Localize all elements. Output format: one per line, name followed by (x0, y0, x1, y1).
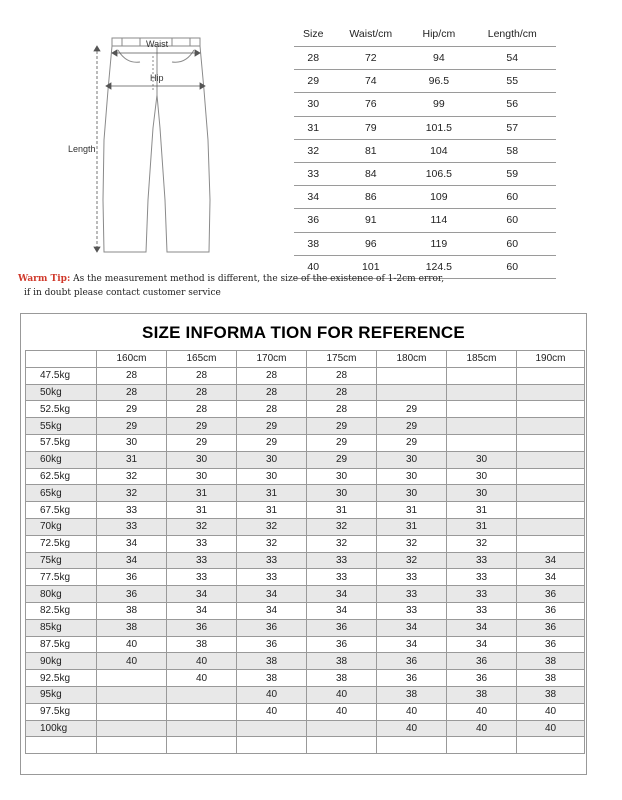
size-chart-cell: 104 (409, 139, 468, 162)
size-cell: 36 (307, 636, 377, 653)
size-cell: 30 (97, 434, 167, 451)
size-cell: 34 (237, 602, 307, 619)
size-cell: 33 (307, 569, 377, 586)
trousers-measurement-diagram (0, 0, 290, 270)
size-cell (517, 468, 585, 485)
size-cell (517, 737, 585, 754)
reference-row (26, 686, 585, 703)
size-cell: 40 (167, 670, 237, 687)
size-chart-cell: 57 (469, 116, 556, 139)
size-cell: 33 (167, 569, 237, 586)
size-cell (517, 384, 585, 401)
size-cell (377, 384, 447, 401)
size-cell (97, 703, 167, 720)
size-cell (517, 485, 585, 502)
size-chart-cell: 33 (294, 162, 332, 185)
reference-corner-cell (26, 351, 97, 368)
size-chart-cell: 59 (469, 162, 556, 185)
size-cell: 33 (97, 502, 167, 519)
size-chart-cell: 34 (294, 186, 332, 209)
reference-row (26, 384, 585, 401)
size-cell: 31 (447, 518, 517, 535)
trousers-icon (103, 38, 210, 252)
size-cell: 36 (167, 619, 237, 636)
size-cell: 29 (167, 418, 237, 435)
size-cell: 32 (237, 535, 307, 552)
size-cell: 38 (307, 670, 377, 687)
reference-row (26, 485, 585, 502)
weight-cell: 95kg (26, 686, 97, 703)
size-cell: 33 (447, 552, 517, 569)
weight-cell: 50kg (26, 384, 97, 401)
size-cell: 33 (377, 569, 447, 586)
weight-cell: 55kg (26, 418, 97, 435)
weight-cell: 92.5kg (26, 670, 97, 687)
size-cell: 34 (97, 552, 167, 569)
size-cell: 31 (97, 451, 167, 468)
weight-cell: 65kg (26, 485, 97, 502)
weight-cell: 82.5kg (26, 602, 97, 619)
reference-row (26, 602, 585, 619)
size-cell: 36 (517, 602, 585, 619)
weight-cell: 97.5kg (26, 703, 97, 720)
size-chart-cell: 60 (469, 255, 556, 278)
size-cell: 33 (447, 586, 517, 603)
size-chart-cell: 101.5 (409, 116, 468, 139)
size-cell: 34 (517, 552, 585, 569)
height-header-cell: 175cm (307, 351, 377, 368)
size-cell: 34 (377, 636, 447, 653)
size-cell: 28 (97, 384, 167, 401)
size-cell: 38 (167, 636, 237, 653)
size-cell: 38 (517, 670, 585, 687)
size-cell: 38 (237, 653, 307, 670)
size-cell: 28 (237, 401, 307, 418)
size-cell: 29 (167, 434, 237, 451)
size-cell: 29 (97, 401, 167, 418)
size-chart-cell: 91 (332, 209, 409, 232)
size-chart-cell: 106.5 (409, 162, 468, 185)
length-label: Length (68, 144, 96, 154)
size-chart-cell: 54 (469, 47, 556, 70)
size-cell: 31 (237, 502, 307, 519)
size-cell: 30 (167, 468, 237, 485)
size-cell: 29 (97, 418, 167, 435)
size-chart-header-cell: Length/cm (487, 28, 537, 40)
size-cell (517, 502, 585, 519)
size-cell: 30 (307, 468, 377, 485)
reference-row (26, 418, 585, 435)
size-cell: 34 (167, 586, 237, 603)
size-cell: 40 (237, 703, 307, 720)
reference-body (26, 367, 585, 753)
size-cell: 36 (517, 586, 585, 603)
weight-cell: 62.5kg (26, 468, 97, 485)
size-cell: 36 (447, 653, 517, 670)
size-chart-cell: 94 (409, 47, 468, 70)
size-cell: 28 (307, 384, 377, 401)
weight-cell: 70kg (26, 518, 97, 535)
weight-cell: 77.5kg (26, 569, 97, 586)
size-chart-cell: 56 (469, 93, 556, 116)
size-chart-cell: 31 (294, 116, 332, 139)
size-cell: 34 (307, 586, 377, 603)
size-chart-cell: 96 (332, 232, 409, 255)
reference-row (26, 502, 585, 519)
size-cell: 36 (447, 670, 517, 687)
size-cell: 33 (447, 602, 517, 619)
size-cell (447, 737, 517, 754)
size-cell: 30 (307, 485, 377, 502)
size-cell (307, 720, 377, 737)
size-chart-row (294, 209, 556, 232)
size-cell: 36 (97, 569, 167, 586)
reference-row (26, 703, 585, 720)
size-cell: 32 (307, 535, 377, 552)
size-cell (167, 720, 237, 737)
warm-tip (18, 272, 618, 300)
size-chart-cell: 84 (332, 162, 409, 185)
size-chart-header-cell: Size (303, 28, 324, 40)
size-cell: 30 (377, 451, 447, 468)
size-chart-header (294, 22, 556, 47)
size-cell: 38 (447, 686, 517, 703)
size-cell: 40 (447, 720, 517, 737)
size-chart-cell: 124.5 (409, 255, 468, 278)
size-cell: 36 (97, 586, 167, 603)
height-header-cell: 160cm (97, 351, 167, 368)
size-cell: 29 (237, 434, 307, 451)
size-chart-cell: 28 (294, 47, 332, 70)
hip-label: Hip (150, 73, 164, 83)
size-reference-panel (20, 313, 587, 775)
size-cell: 28 (307, 401, 377, 418)
size-cell: 38 (237, 670, 307, 687)
size-cell: 32 (447, 535, 517, 552)
reference-row (26, 518, 585, 535)
size-cell (447, 418, 517, 435)
warm-tip-line-1: As the measurement method is different, the size of the existence of 1-2cm error, (70, 274, 445, 284)
size-cell: 31 (447, 502, 517, 519)
size-cell: 32 (377, 535, 447, 552)
size-cell: 36 (237, 636, 307, 653)
size-cell: 34 (377, 619, 447, 636)
size-cell: 30 (447, 468, 517, 485)
size-cell (517, 434, 585, 451)
size-cell: 38 (97, 602, 167, 619)
size-chart-row (294, 232, 556, 255)
size-chart-cell: 32 (294, 139, 332, 162)
size-cell: 31 (307, 502, 377, 519)
size-cell: 40 (377, 703, 447, 720)
size-cell: 36 (237, 619, 307, 636)
size-cell: 34 (447, 636, 517, 653)
size-chart-cell: 30 (294, 93, 332, 116)
size-cell: 31 (377, 518, 447, 535)
height-header-cell: 185cm (447, 351, 517, 368)
size-chart-row (294, 70, 556, 93)
size-cell: 38 (517, 653, 585, 670)
weight-cell: 85kg (26, 619, 97, 636)
size-cell: 40 (307, 703, 377, 720)
reference-row (26, 586, 585, 603)
size-cell: 40 (167, 653, 237, 670)
size-cell: 38 (517, 686, 585, 703)
size-chart-header-cell: Hip/cm (422, 28, 456, 40)
warm-tip-label: Warm Tip: (18, 274, 71, 284)
size-cell: 29 (307, 418, 377, 435)
size-cell: 34 (447, 619, 517, 636)
reference-row (26, 636, 585, 653)
size-cell (447, 384, 517, 401)
size-chart-cell: 38 (294, 232, 332, 255)
size-cell (517, 451, 585, 468)
size-cell: 30 (447, 485, 517, 502)
size-chart-cell: 72 (332, 47, 409, 70)
size-chart-cell: 79 (332, 116, 409, 139)
size-chart-row (294, 47, 556, 70)
height-header-cell: 190cm (517, 351, 585, 368)
weight-cell: 60kg (26, 451, 97, 468)
size-chart-cell: 55 (469, 70, 556, 93)
size-cell: 31 (167, 485, 237, 502)
size-cell: 34 (517, 569, 585, 586)
size-cell: 33 (167, 552, 237, 569)
size-chart-cell: 60 (469, 232, 556, 255)
size-chart-row (294, 162, 556, 185)
size-cell: 28 (307, 367, 377, 384)
size-cell: 33 (377, 586, 447, 603)
size-cell (517, 418, 585, 435)
size-cell: 40 (447, 703, 517, 720)
size-chart-row (294, 116, 556, 139)
size-cell: 30 (447, 451, 517, 468)
size-cell (517, 401, 585, 418)
reference-row (26, 468, 585, 485)
size-cell: 29 (307, 434, 377, 451)
size-cell: 40 (517, 703, 585, 720)
height-header-cell: 180cm (377, 351, 447, 368)
height-header-cell: 165cm (167, 351, 237, 368)
size-cell: 34 (237, 586, 307, 603)
size-cell (517, 535, 585, 552)
size-cell: 32 (97, 468, 167, 485)
size-chart-cell: 76 (332, 93, 409, 116)
size-cell: 32 (97, 485, 167, 502)
reference-row (26, 401, 585, 418)
weight-cell: 52.5kg (26, 401, 97, 418)
reference-row (26, 670, 585, 687)
size-cell: 40 (377, 720, 447, 737)
height-header-cell: 170cm (237, 351, 307, 368)
reference-row (26, 451, 585, 468)
reference-header-row (26, 351, 585, 368)
weight-cell: 47.5kg (26, 367, 97, 384)
size-cell (237, 737, 307, 754)
weight-cell: 90kg (26, 653, 97, 670)
size-cell: 29 (377, 418, 447, 435)
reference-title: SIZE INFORMA TION FOR REFERENCE (142, 323, 465, 342)
size-cell: 33 (447, 569, 517, 586)
size-cell: 36 (517, 619, 585, 636)
size-chart-cell: 99 (409, 93, 468, 116)
size-cell: 40 (517, 720, 585, 737)
size-cell: 31 (167, 502, 237, 519)
reference-row (26, 434, 585, 451)
size-cell: 36 (377, 653, 447, 670)
size-cell: 33 (237, 552, 307, 569)
size-chart-cell: 86 (332, 186, 409, 209)
size-cell (377, 367, 447, 384)
size-chart-row (294, 93, 556, 116)
size-cell: 36 (307, 619, 377, 636)
size-cell (307, 737, 377, 754)
size-reference-table (25, 350, 585, 754)
size-cell: 38 (377, 686, 447, 703)
size-cell: 40 (307, 686, 377, 703)
size-chart-cell: 36 (294, 209, 332, 232)
size-cell (517, 518, 585, 535)
size-cell: 28 (167, 367, 237, 384)
size-cell: 38 (97, 619, 167, 636)
reference-row (26, 535, 585, 552)
size-chart-row (294, 139, 556, 162)
size-cell (447, 401, 517, 418)
size-cell: 33 (377, 602, 447, 619)
size-cell: 31 (377, 502, 447, 519)
size-cell: 30 (237, 451, 307, 468)
size-chart-cell: 109 (409, 186, 468, 209)
size-chart-table (294, 22, 556, 279)
warm-tip-line-2: if in doubt please contact customer service (24, 288, 221, 298)
size-cell (377, 737, 447, 754)
size-cell (517, 367, 585, 384)
size-cell: 40 (237, 686, 307, 703)
size-cell: 28 (237, 367, 307, 384)
size-cell: 40 (97, 653, 167, 670)
weight-cell (26, 737, 97, 754)
weight-cell: 67.5kg (26, 502, 97, 519)
size-cell: 32 (307, 518, 377, 535)
size-cell: 28 (167, 384, 237, 401)
size-chart-header-cell: Waist/cm (349, 28, 393, 40)
size-cell: 33 (167, 535, 237, 552)
size-chart-cell: 96.5 (409, 70, 468, 93)
size-chart-row (294, 186, 556, 209)
reference-row (26, 367, 585, 384)
size-cell (237, 720, 307, 737)
size-chart-cell: 74 (332, 70, 409, 93)
size-cell: 32 (237, 518, 307, 535)
size-chart-cell: 60 (469, 209, 556, 232)
size-cell (97, 737, 167, 754)
size-cell: 33 (97, 518, 167, 535)
size-cell: 31 (237, 485, 307, 502)
size-chart-cell: 29 (294, 70, 332, 93)
size-cell: 38 (307, 653, 377, 670)
size-chart-cell: 60 (469, 186, 556, 209)
size-cell: 33 (307, 552, 377, 569)
size-chart-body (294, 47, 556, 279)
size-cell: 33 (237, 569, 307, 586)
size-cell (97, 720, 167, 737)
size-cell: 36 (517, 636, 585, 653)
reference-row (26, 619, 585, 636)
size-cell: 34 (307, 602, 377, 619)
reference-row (26, 653, 585, 670)
weight-cell: 80kg (26, 586, 97, 603)
size-cell (447, 434, 517, 451)
size-cell: 28 (97, 367, 167, 384)
size-cell: 34 (167, 602, 237, 619)
waist-label: Waist (146, 39, 169, 49)
size-chart-cell: 58 (469, 139, 556, 162)
size-cell: 29 (237, 418, 307, 435)
size-chart-cell: 40 (294, 255, 332, 278)
size-chart-cell: 114 (409, 209, 468, 232)
size-cell: 32 (167, 518, 237, 535)
reference-row (26, 552, 585, 569)
reference-row (26, 737, 585, 754)
size-cell: 28 (237, 384, 307, 401)
weight-cell: 57.5kg (26, 434, 97, 451)
weight-cell: 72.5kg (26, 535, 97, 552)
size-cell: 30 (167, 451, 237, 468)
size-cell (447, 367, 517, 384)
size-cell (167, 703, 237, 720)
reference-row (26, 720, 585, 737)
size-cell: 34 (97, 535, 167, 552)
size-cell (97, 670, 167, 687)
weight-cell: 100kg (26, 720, 97, 737)
size-chart-cell: 119 (409, 232, 468, 255)
size-cell: 30 (237, 468, 307, 485)
size-cell: 29 (377, 401, 447, 418)
size-cell (167, 737, 237, 754)
size-cell: 30 (377, 485, 447, 502)
weight-cell: 87.5kg (26, 636, 97, 653)
size-cell (97, 686, 167, 703)
size-cell: 32 (377, 552, 447, 569)
reference-row (26, 569, 585, 586)
size-cell: 40 (97, 636, 167, 653)
size-cell: 29 (307, 451, 377, 468)
size-chart-cell: 81 (332, 139, 409, 162)
size-cell: 28 (167, 401, 237, 418)
size-cell: 29 (377, 434, 447, 451)
size-cell (167, 686, 237, 703)
size-cell: 30 (377, 468, 447, 485)
size-cell: 36 (377, 670, 447, 687)
weight-cell: 75kg (26, 552, 97, 569)
size-chart-cell: 101 (332, 255, 409, 278)
